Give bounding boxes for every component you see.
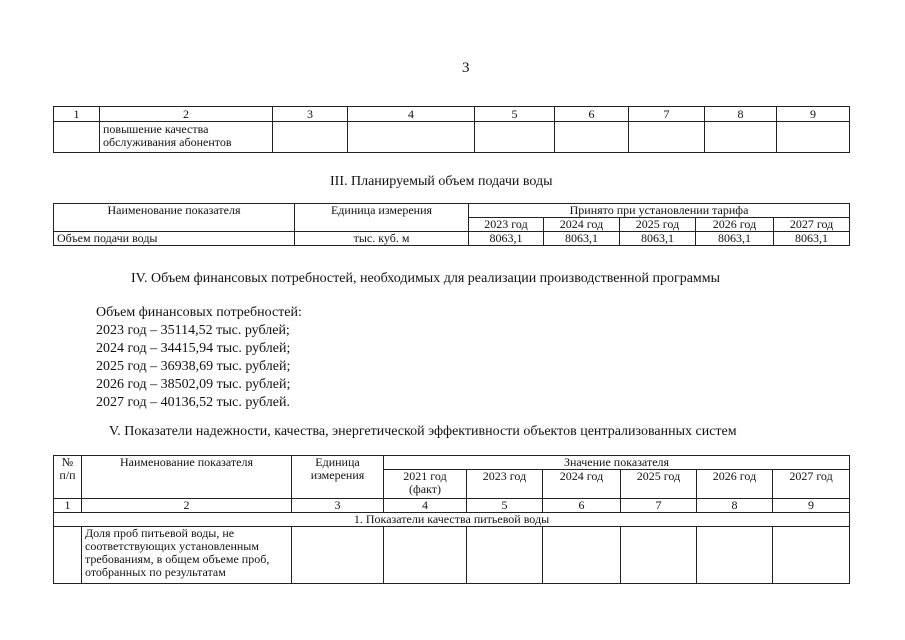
empty-cell bbox=[348, 122, 475, 153]
value-cell: 8063,1 bbox=[696, 232, 774, 246]
year-header: 2024 год bbox=[543, 470, 621, 499]
year-header: 2021 год (факт) bbox=[384, 470, 467, 499]
empty-cell bbox=[273, 122, 348, 153]
indicators-table bbox=[53, 455, 850, 584]
table-row bbox=[54, 527, 850, 584]
empty-cell bbox=[555, 122, 629, 153]
year-header: 2027 год bbox=[773, 470, 850, 499]
continuation-table bbox=[53, 106, 850, 153]
empty-cell bbox=[475, 122, 555, 153]
financial-line: 2023 год – 35114,52 тыс. рублей; bbox=[96, 323, 290, 338]
col-number: 6 bbox=[555, 107, 629, 122]
subsection-row bbox=[54, 513, 850, 527]
section-5-heading: V. Показатели надежности, качества, энергетической эффективности объектов централизованных систем bbox=[109, 424, 737, 439]
financial-intro: Объем финансовых потребностей: bbox=[96, 305, 302, 320]
financial-line: 2025 год – 36938,69 тыс. рублей; bbox=[96, 359, 291, 374]
empty-cell bbox=[467, 527, 543, 584]
indicator-name: Объем подачи воды bbox=[54, 232, 295, 246]
year-header: 2026 год bbox=[697, 470, 773, 499]
col-number: 8 bbox=[705, 107, 777, 122]
column-number-row bbox=[54, 499, 850, 513]
empty-cell bbox=[292, 527, 384, 584]
water-supply-table bbox=[53, 203, 850, 246]
empty-cell bbox=[777, 122, 850, 153]
empty-cell bbox=[705, 122, 777, 153]
year-header: 2023 год bbox=[469, 218, 544, 232]
section-4-heading: IV. Объем финансовых потребностей, необходимых для реализации производственной программы bbox=[131, 271, 721, 286]
col-number: 7 bbox=[621, 499, 697, 513]
col-number: 2 bbox=[100, 107, 273, 122]
header-unit: Единица измерения bbox=[295, 204, 469, 232]
col-number: 3 bbox=[292, 499, 384, 513]
column-number-row bbox=[54, 107, 850, 122]
empty-cell bbox=[697, 527, 773, 584]
empty-cell bbox=[773, 527, 850, 584]
col-number: 2 bbox=[82, 499, 292, 513]
year-header: 2026 год bbox=[696, 218, 774, 232]
empty-cell bbox=[543, 527, 621, 584]
empty-cell bbox=[621, 527, 697, 584]
unit-cell: тыс. куб. м bbox=[295, 232, 469, 246]
col-number: 1 bbox=[54, 499, 82, 513]
header-indicator: Наименование показателя bbox=[54, 204, 295, 232]
header-row bbox=[54, 204, 850, 218]
year-header: 2023 год bbox=[467, 470, 543, 499]
header-row bbox=[54, 456, 850, 470]
financial-line: 2026 год – 38502,09 тыс. рублей; bbox=[96, 377, 291, 392]
empty-cell bbox=[384, 527, 467, 584]
financial-line: 2027 год – 40136,52 тыс. рублей. bbox=[96, 395, 290, 410]
header-number: № п/п bbox=[54, 456, 82, 499]
table-row bbox=[54, 232, 850, 246]
col-number: 5 bbox=[467, 499, 543, 513]
col-number: 4 bbox=[348, 107, 475, 122]
value-cell: 8063,1 bbox=[469, 232, 544, 246]
year-header: 2025 год bbox=[620, 218, 696, 232]
col-number: 8 bbox=[697, 499, 773, 513]
empty-cell bbox=[54, 527, 82, 584]
col-number: 1 bbox=[54, 107, 100, 122]
section-3-heading: III. Планируемый объем подачи воды bbox=[330, 174, 553, 189]
empty-cell bbox=[629, 122, 705, 153]
financial-needs-block bbox=[96, 304, 302, 412]
year-header: 2024 год bbox=[544, 218, 620, 232]
page-number: 3 bbox=[462, 60, 470, 76]
empty-cell bbox=[54, 122, 100, 153]
subsection-title: 1. Показатели качества питьевой воды bbox=[54, 513, 850, 527]
col-number: 9 bbox=[777, 107, 850, 122]
col-number: 3 bbox=[273, 107, 348, 122]
year-header: 2027 год bbox=[774, 218, 850, 232]
col-number: 6 bbox=[543, 499, 621, 513]
value-cell: 8063,1 bbox=[774, 232, 850, 246]
col-number: 9 bbox=[773, 499, 850, 513]
header-group: Принято при установлении тарифа bbox=[469, 204, 850, 218]
indicator-text-cell: Доля проб питьевой воды, не соответствующих установленным требованиям, в общем объеме проб, отобранных по результатам bbox=[82, 527, 292, 584]
col-number: 5 bbox=[475, 107, 555, 122]
financial-line: 2024 год – 34415,94 тыс. рублей; bbox=[96, 341, 291, 356]
value-cell: 8063,1 bbox=[544, 232, 620, 246]
col-number: 4 bbox=[384, 499, 467, 513]
header-indicator: Наименование показателя bbox=[82, 456, 292, 499]
year-header: 2025 год bbox=[621, 470, 697, 499]
header-group: Значение показателя bbox=[384, 456, 850, 470]
measure-text-cell: повышение качества обслуживания абонентов bbox=[100, 122, 273, 153]
table-row bbox=[54, 122, 850, 153]
col-number: 7 bbox=[629, 107, 705, 122]
header-unit: Единица измерения bbox=[292, 456, 384, 499]
value-cell: 8063,1 bbox=[620, 232, 696, 246]
